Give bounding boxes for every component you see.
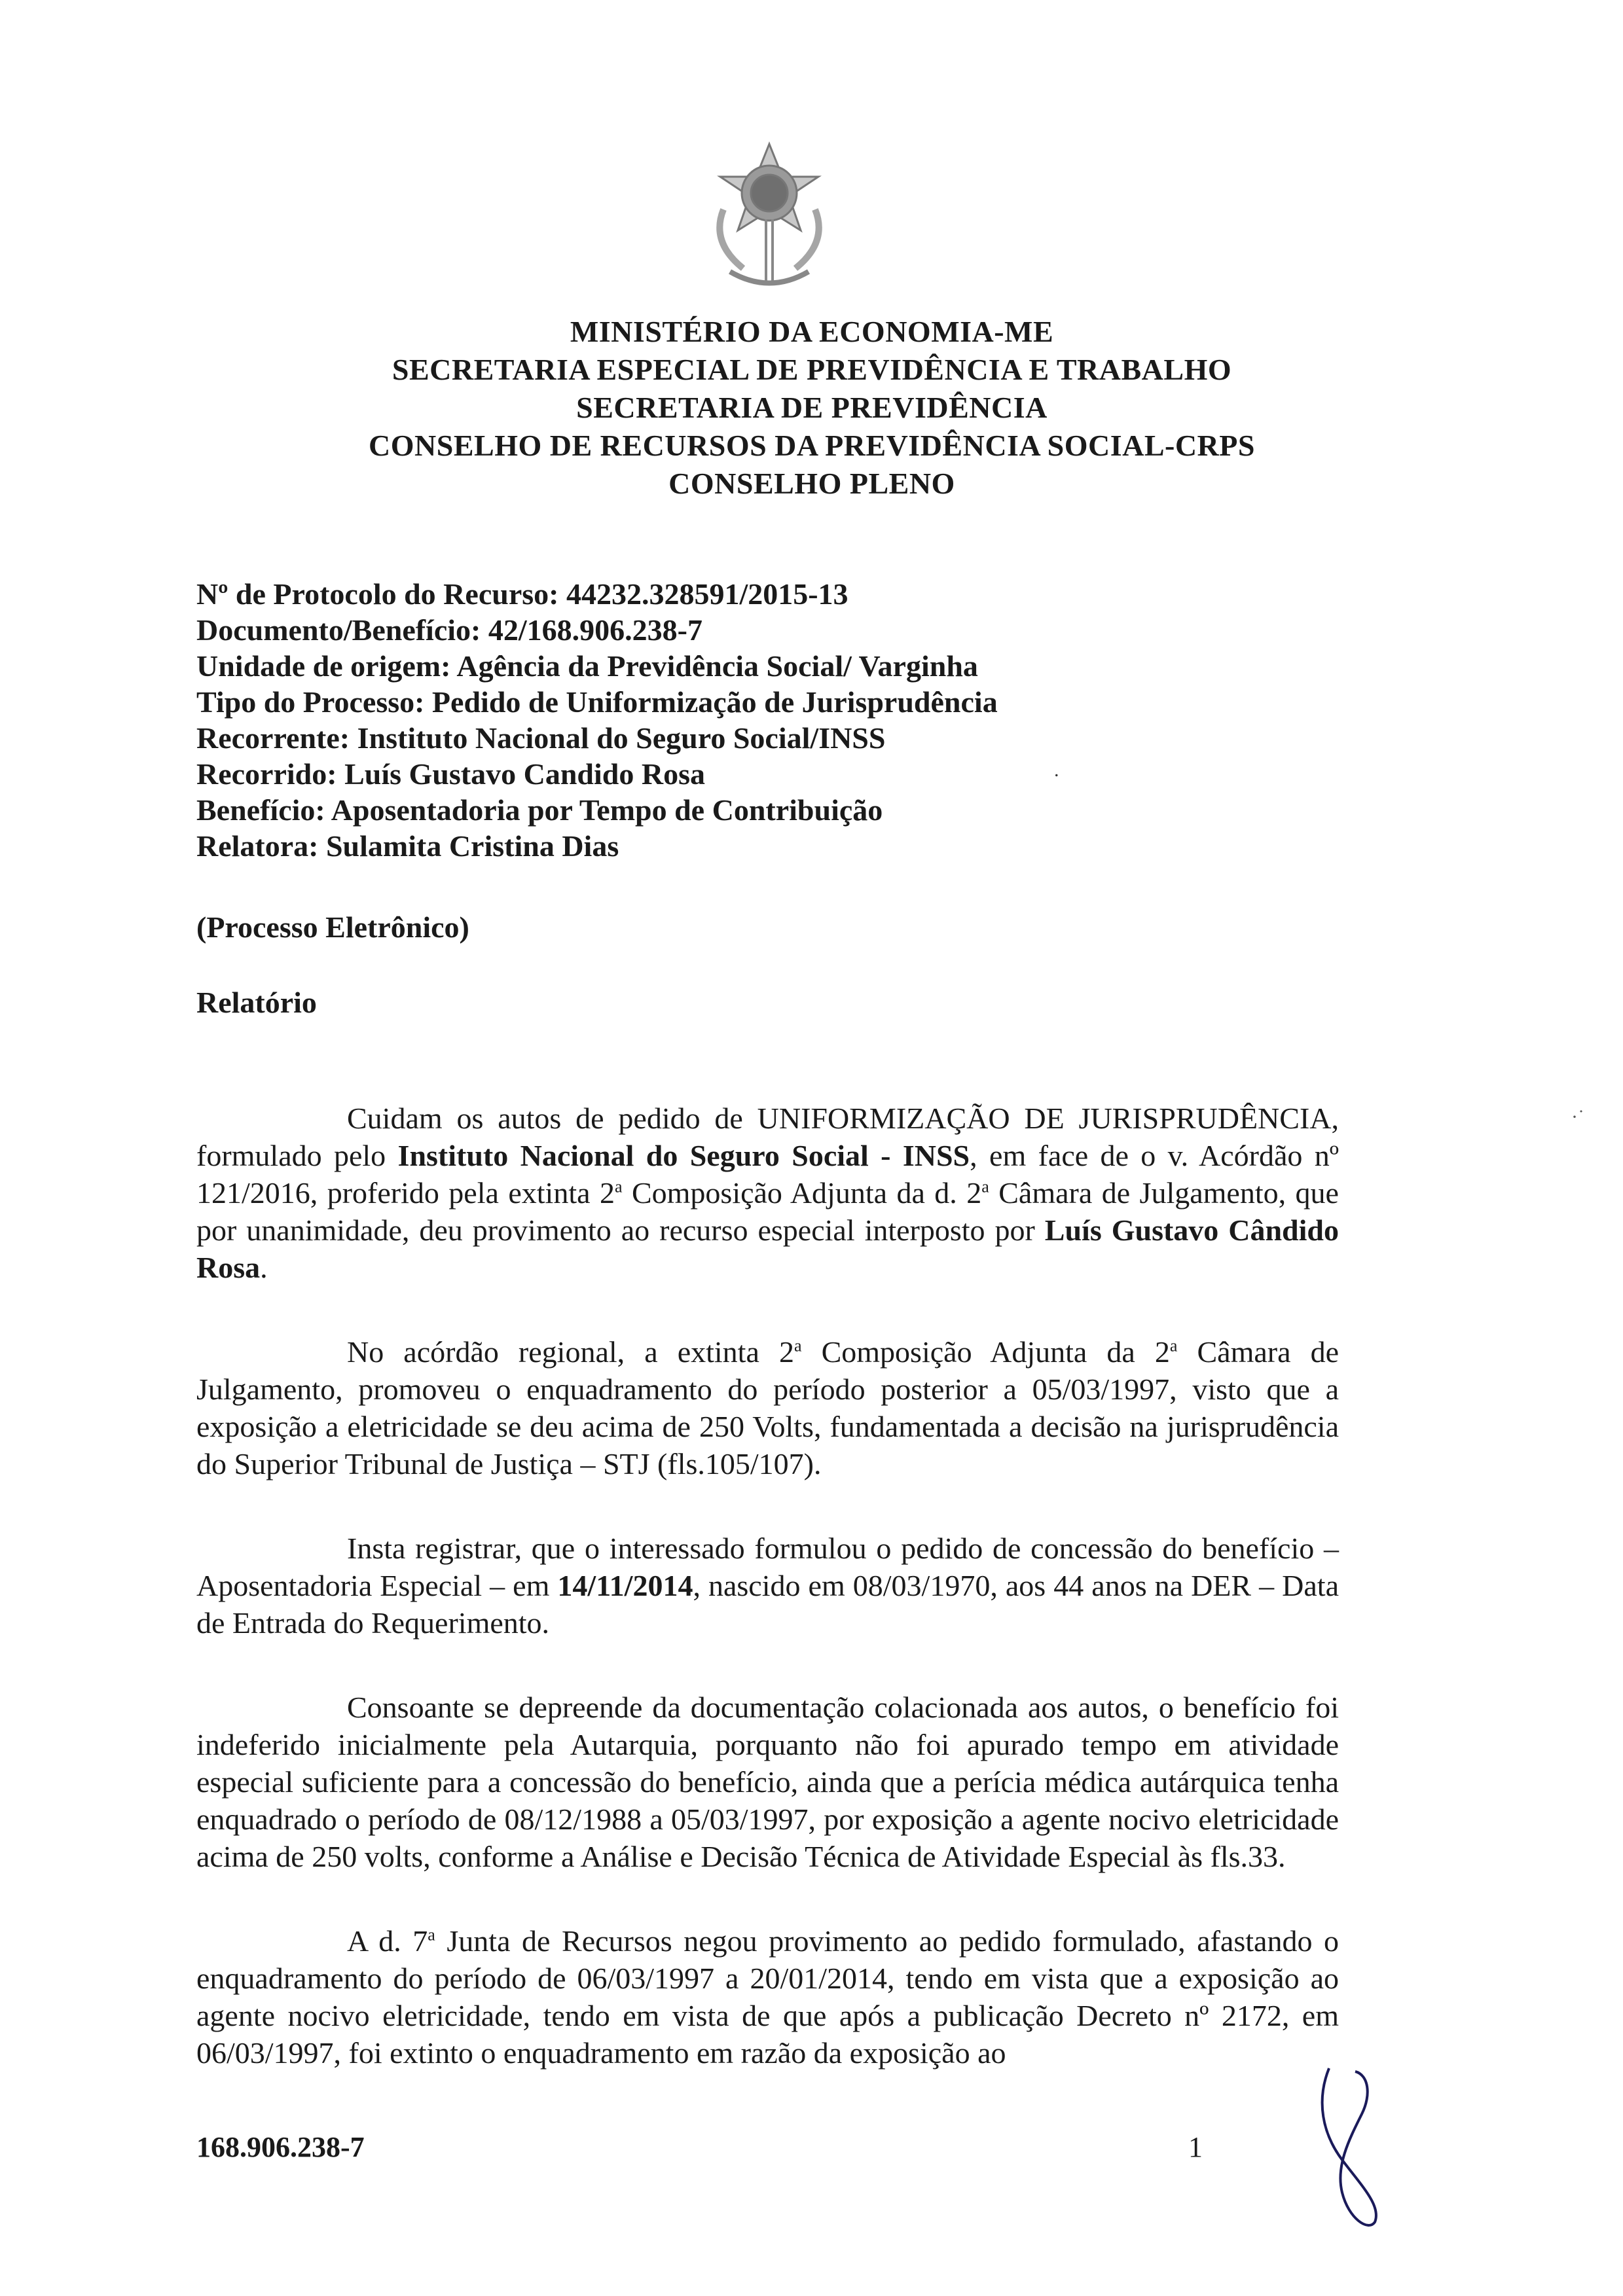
case-metadata bbox=[196, 576, 1375, 864]
meta-beneficio: Benefício: Aposentadoria por Tempo de Contribuição bbox=[196, 793, 883, 827]
paragraph-1: Cuidam os autos de pedido de UNIFORMIZAÇÃO DE JURISPRUDÊNCIA, formulado pelo Instituto Nacional do Seguro Social - INSS, em face de o v. Acórdão nº 121/2016, proferido pela extinta 2$^a$ Composição Adjunta da d. 2$^a$ Câmara de Julgamento, que por unanimidade, deu provimento ao recurso especial interposto por Luís Gustavo Cândido Rosa. bbox=[196, 1102, 1340, 1284]
meta-unidade: Unidade de origem: Agência da Previdência Social/ Varginha bbox=[196, 649, 978, 683]
paragraph-5: A d. 7$^a$ Junta de Recursos negou provimento ao pedido formulado, afastando o enquadramento do período de 06/03/1997 a 20/01/2014, tendo em vista que a exposição ao agente nocivo eletricidade, tendo em vista de que após a publicação Decreto nº 2172, em 06/03/1997, foi extinto o enquadramento em razão da exposição ao bbox=[196, 1924, 1340, 2070]
meta-protocolo: Nº de Protocolo do Recurso: 44232.328591/2015-13 bbox=[196, 577, 848, 611]
meta-documento: Documento/Benefício: 42/168.906.238-7 bbox=[196, 613, 702, 647]
paragraph-2: No acórdão regional, a extinta 2$^a$ Composição Adjunta da 2$^a$ Câmara de Julgamento, promoveu o enquadramento do período posterior a 05/03/1997, visto que a exposição a eletricidade se deu acima de 250 Volts, fundamentada a decisão na jurisprudência do Superior Tribunal de Justiça – STJ (fls.105/107). bbox=[196, 1335, 1339, 1480]
header-line-secretariat: SECRETARIA DE PREVIDÊNCIA bbox=[576, 391, 1048, 424]
header-line-council: CONSELHO DE RECURSOS DA PREVIDÊNCIA SOCIAL-CRPS bbox=[369, 429, 1255, 462]
meta-recorrente: Recorrente: Instituto Nacional do Seguro Social/INSS bbox=[196, 721, 886, 755]
coat-of-arms-icon bbox=[684, 131, 854, 301]
document-header bbox=[196, 313, 1427, 503]
paragraph-4: Consoante se depreende da documentação colacionada aos autos, o benefício foi indeferido inicialmente pela Autarquia, porquanto não foi apurado tempo em atividade especial suficiente para a concessão do benefício, ainda que a perícia médica autárquica tenha enquadrado o período de 08/12/1988 a 05/03/1997, por exposição a agente nocivo eletricidade acima de 250 volts, conforme a Análise e Decisão Técnica de Atividade Especial às fls.33. bbox=[196, 1691, 1339, 1873]
footer-benefit-number: 168.906.238-7 bbox=[196, 2131, 365, 2163]
header-line-secretariat-special: SECRETARIA ESPECIAL DE PREVIDÊNCIA E TRABALHO bbox=[392, 353, 1232, 386]
section-title: Relatório bbox=[196, 986, 317, 1019]
scan-marks: ·˙ bbox=[1571, 1106, 1584, 1128]
page-number: 1 bbox=[1188, 2131, 1203, 2163]
signature-icon bbox=[1303, 2062, 1401, 2232]
meta-tipo: Tipo do Processo: Pedido de Uniformização de Jurisprudência bbox=[196, 685, 998, 719]
scan-speck: . bbox=[1054, 759, 1059, 781]
header-line-ministry: MINISTÉRIO DA ECONOMIA-ME bbox=[570, 315, 1054, 348]
paragraph-3: Insta registrar, que o interessado formulou o pedido de concessão do benefício – Aposentadoria Especial – em 14/11/2014, nascido em 08/03/1970, aos 44 anos na DER – Data de Entrada do Requerimento. bbox=[196, 1532, 1339, 1640]
header-line-plenary: CONSELHO PLENO bbox=[668, 467, 955, 500]
meta-relatora: Relatora: Sulamita Cristina Dias bbox=[196, 829, 619, 863]
meta-recorrido: Recorrido: Luís Gustavo Candido Rosa bbox=[196, 757, 705, 791]
process-type: (Processo Eletrônico) bbox=[196, 910, 469, 944]
report-body bbox=[196, 1100, 1339, 2119]
